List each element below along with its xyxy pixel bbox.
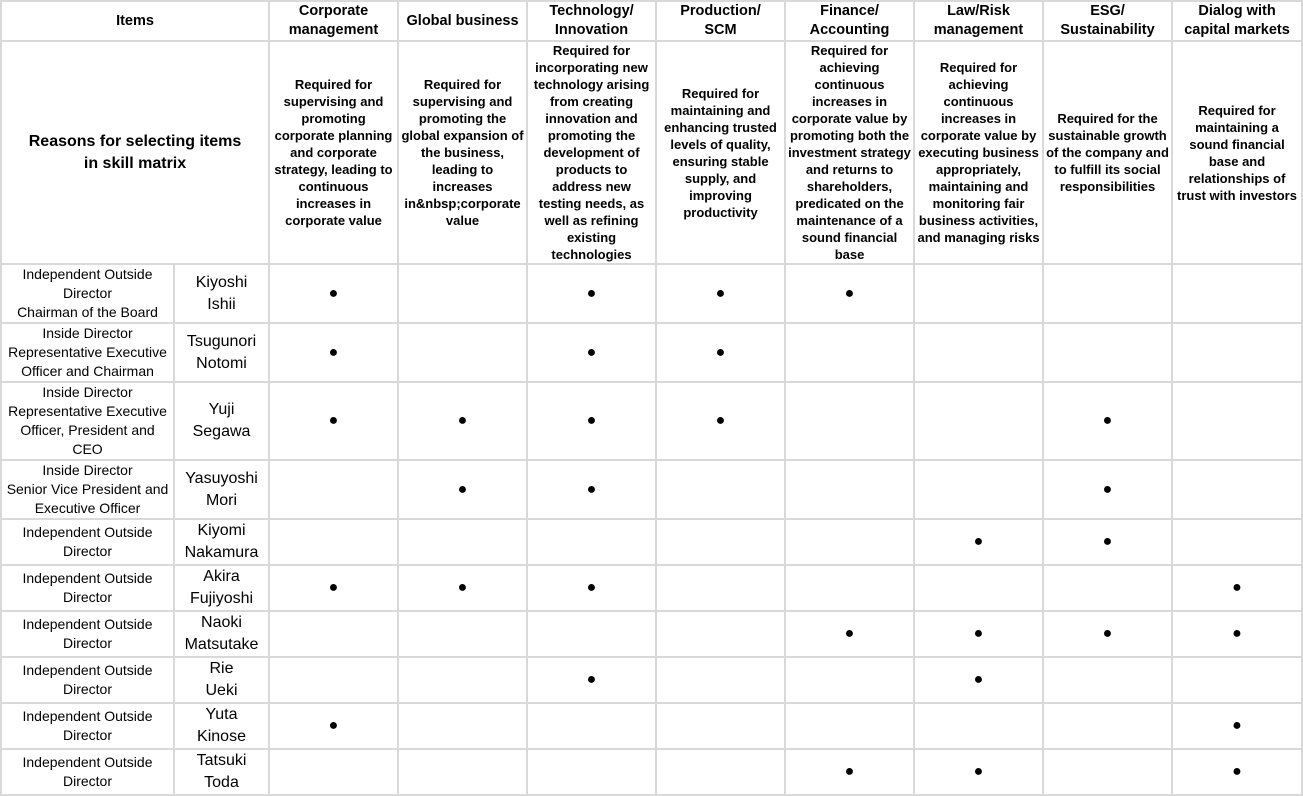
skill-reason-0: Required for supervising and promoting corporate planning and corporate strategy, leading to continuous increases in corporate value bbox=[269, 41, 398, 264]
director-position bbox=[1, 264, 174, 323]
director-name-line: Segawa bbox=[192, 423, 251, 440]
skill-cell bbox=[656, 460, 785, 519]
skill-cell bbox=[785, 460, 914, 519]
skill-reason-7: Required for maintaining a sound financial base and relationships of trust with investors bbox=[1172, 41, 1302, 264]
skill-mark-dot: ● bbox=[973, 671, 984, 688]
skill-mark-dot: ● bbox=[586, 343, 597, 361]
reasons-header bbox=[1, 41, 269, 264]
director-row bbox=[1, 749, 1302, 795]
director-position-line: Executive Officer bbox=[34, 500, 141, 516]
director-position bbox=[1, 657, 174, 703]
director-name bbox=[174, 382, 269, 460]
skill-reason-2: Required for incorporating new technology arising from creating innovation and promoting the development of products to address new testing needs, as well as refining existing technologies bbox=[527, 41, 656, 264]
skill-cell bbox=[914, 382, 1043, 460]
skill-cell bbox=[398, 382, 527, 460]
skill-cell bbox=[914, 657, 1043, 703]
skill-cell bbox=[269, 703, 398, 749]
director-position bbox=[1, 519, 174, 565]
skill-cell bbox=[785, 611, 914, 657]
skill-cell bbox=[656, 323, 785, 382]
skill-cell bbox=[527, 460, 656, 519]
skill-cell bbox=[1172, 382, 1302, 460]
skill-cell bbox=[398, 657, 527, 703]
skill-cell bbox=[527, 323, 656, 382]
director-position-line: Independent Outside bbox=[22, 524, 153, 540]
skill-cell bbox=[527, 749, 656, 795]
reasons-header-line1: Reasons for selecting items bbox=[28, 132, 242, 150]
skill-mark-dot: ● bbox=[973, 625, 984, 642]
skill-name-line1: Dialog with bbox=[1198, 3, 1276, 19]
director-name-line: Ueki bbox=[205, 682, 238, 699]
director-position bbox=[1, 460, 174, 519]
director-position-line: Independent Outside bbox=[22, 266, 153, 282]
skill-name-line2: capital markets bbox=[1184, 22, 1290, 38]
skill-cell bbox=[1172, 519, 1302, 565]
skill-reason-5: Required for achieving continuous increases in corporate value by executing business appropriately, maintaining and monitoring fair business activities, and managing risks bbox=[914, 41, 1043, 264]
director-name-line: Toda bbox=[204, 774, 239, 791]
skill-name-line2: Sustainability bbox=[1060, 22, 1155, 38]
director-name-line: Notomi bbox=[196, 354, 247, 372]
director-name-line: Yasuyoshi bbox=[185, 469, 258, 487]
skill-cell bbox=[1172, 323, 1302, 382]
director-position-line: Director bbox=[62, 773, 112, 789]
skill-cell bbox=[1043, 519, 1172, 565]
director-position-line: Officer, President and bbox=[20, 422, 155, 438]
skill-mark-dot: ● bbox=[586, 579, 597, 596]
items-header: Items bbox=[1, 1, 269, 41]
skill-mark-dot: ● bbox=[844, 625, 855, 642]
director-name bbox=[174, 460, 269, 519]
director-position-line: Representative Executive bbox=[8, 403, 167, 419]
director-position-line: Independent Outside bbox=[22, 662, 153, 678]
director-name bbox=[174, 519, 269, 565]
skill-name-line1: Production/ bbox=[680, 3, 761, 19]
skill-name-line1: Global business bbox=[406, 12, 519, 29]
director-name-line: Mori bbox=[205, 491, 238, 509]
skill-header-7 bbox=[1172, 1, 1302, 41]
director-name-line: Tsugunori bbox=[186, 332, 257, 350]
skill-cell bbox=[269, 323, 398, 382]
skill-cell bbox=[656, 703, 785, 749]
skill-cell bbox=[269, 382, 398, 460]
director-name-line: Kinose bbox=[197, 728, 246, 745]
skill-cell bbox=[1043, 565, 1172, 611]
skill-header-5 bbox=[914, 1, 1043, 41]
director-position-line: Officer and Chairman bbox=[21, 363, 154, 379]
skill-cell bbox=[527, 382, 656, 460]
skill-mark-dot: ● bbox=[586, 480, 597, 498]
skill-mark-dot: ● bbox=[1102, 480, 1113, 498]
skill-cell bbox=[914, 703, 1043, 749]
skill-cell bbox=[1043, 382, 1172, 460]
skill-mark-dot: ● bbox=[973, 533, 984, 550]
director-position bbox=[1, 382, 174, 460]
skill-cell bbox=[785, 749, 914, 795]
skill-cell bbox=[656, 749, 785, 795]
skill-name-line1: ESG/ bbox=[1090, 3, 1125, 19]
skill-name-line2: management bbox=[288, 22, 379, 38]
director-position-line: Independent Outside bbox=[22, 616, 153, 632]
director-position-line: Chairman of the Board bbox=[17, 304, 158, 320]
skill-cell bbox=[1043, 264, 1172, 323]
skill-name-line1: Corporate bbox=[298, 3, 369, 19]
skill-cell bbox=[269, 264, 398, 323]
skill-mark-dot: ● bbox=[1102, 625, 1113, 642]
director-position-line: Inside Director bbox=[42, 384, 133, 400]
skill-reason-6: Required for the sustainable growth of the company and to fulfill its social responsibilities bbox=[1043, 41, 1172, 264]
director-position bbox=[1, 323, 174, 382]
skill-header-1 bbox=[398, 1, 527, 41]
skill-cell bbox=[1172, 749, 1302, 795]
director-name-line: Akira bbox=[203, 568, 240, 585]
skill-cell bbox=[269, 657, 398, 703]
director-position bbox=[1, 611, 174, 657]
skill-reason-1: Required for supervising and promoting the global expansion of the business, leading to increases in&nbsp;corporate value bbox=[398, 41, 527, 264]
skill-cell bbox=[1172, 703, 1302, 749]
director-name-line: Kiyomi bbox=[197, 522, 246, 539]
skill-mark-dot: ● bbox=[1232, 717, 1242, 734]
skill-cell bbox=[1043, 611, 1172, 657]
director-name bbox=[174, 657, 269, 703]
skill-cell bbox=[269, 519, 398, 565]
skill-mark-dot: ● bbox=[973, 763, 984, 780]
skill-mark-dot: ● bbox=[844, 763, 855, 780]
skill-header-6 bbox=[1043, 1, 1172, 41]
skill-cell bbox=[914, 611, 1043, 657]
skill-cell bbox=[1043, 323, 1172, 382]
director-position-line: Director bbox=[62, 285, 112, 301]
director-row bbox=[1, 460, 1302, 519]
director-position-line: Senior Vice President and bbox=[6, 481, 169, 497]
director-row bbox=[1, 657, 1302, 703]
director-position-line: Representative Executive bbox=[8, 344, 167, 360]
skill-cell bbox=[1043, 657, 1172, 703]
skill-mark-dot: ● bbox=[1232, 763, 1242, 780]
skill-header-2 bbox=[527, 1, 656, 41]
skill-reason-3: Required for maintaining and enhancing trusted levels of quality, ensuring stable supply, and improving productivity bbox=[656, 41, 785, 264]
director-row bbox=[1, 703, 1302, 749]
skill-mark-dot: ● bbox=[328, 284, 339, 302]
skill-mark-dot: ● bbox=[715, 284, 726, 302]
skill-cell bbox=[398, 611, 527, 657]
skill-header-row bbox=[1, 1, 1302, 41]
director-position-line: Director bbox=[62, 681, 112, 697]
skill-name-line1: Finance/ bbox=[820, 3, 879, 19]
skill-cell bbox=[914, 264, 1043, 323]
skill-cell bbox=[527, 657, 656, 703]
skill-cell bbox=[527, 519, 656, 565]
skill-mark-dot: ● bbox=[586, 284, 597, 302]
skill-cell bbox=[269, 460, 398, 519]
director-row bbox=[1, 519, 1302, 565]
skill-mark-dot: ● bbox=[1232, 625, 1242, 642]
skill-cell bbox=[1172, 657, 1302, 703]
skill-cell bbox=[398, 519, 527, 565]
director-name bbox=[174, 264, 269, 323]
skill-mark-dot: ● bbox=[586, 412, 597, 429]
skill-mark-dot: ● bbox=[586, 671, 597, 688]
director-position bbox=[1, 749, 174, 795]
skill-mark-dot: ● bbox=[715, 412, 726, 429]
director-row bbox=[1, 323, 1302, 382]
director-position-line: Inside Director bbox=[42, 325, 133, 341]
skill-cell bbox=[656, 264, 785, 323]
skill-cell bbox=[1172, 565, 1302, 611]
skill-cell bbox=[914, 565, 1043, 611]
skill-mark-dot: ● bbox=[1102, 412, 1113, 429]
director-position-line: Independent Outside bbox=[22, 754, 153, 770]
skill-cell bbox=[785, 323, 914, 382]
director-position-line: Director bbox=[62, 589, 112, 605]
skill-cell bbox=[785, 264, 914, 323]
skill-cell bbox=[785, 657, 914, 703]
skill-mark-dot: ● bbox=[328, 579, 339, 596]
skill-mark-dot: ● bbox=[328, 717, 339, 734]
director-name bbox=[174, 749, 269, 795]
skill-cell bbox=[398, 460, 527, 519]
director-name-line: Kiyoshi bbox=[195, 273, 248, 291]
director-name-line: Matsutake bbox=[184, 636, 259, 653]
skill-cell bbox=[914, 519, 1043, 565]
skill-cell bbox=[527, 611, 656, 657]
skill-name-line1: Technology/ bbox=[549, 3, 634, 19]
director-name bbox=[174, 611, 269, 657]
skill-mark-dot: ● bbox=[457, 412, 468, 429]
skill-cell bbox=[398, 749, 527, 795]
director-name-line: Ishii bbox=[207, 295, 236, 313]
director-rows bbox=[1, 264, 1302, 795]
skill-cell bbox=[269, 611, 398, 657]
director-position-line: Director bbox=[62, 543, 112, 559]
skill-cell bbox=[785, 519, 914, 565]
reasons-header-line2: in skill matrix bbox=[83, 154, 187, 172]
skill-mark-dot: ● bbox=[1102, 533, 1113, 550]
skill-cell bbox=[269, 749, 398, 795]
director-position bbox=[1, 565, 174, 611]
director-name bbox=[174, 703, 269, 749]
skill-cell bbox=[785, 565, 914, 611]
skill-cell bbox=[527, 264, 656, 323]
director-position-line: Inside Director bbox=[42, 462, 133, 478]
director-name bbox=[174, 323, 269, 382]
skill-name-line2: Accounting bbox=[809, 22, 890, 38]
skill-cell bbox=[269, 565, 398, 611]
skill-header-3 bbox=[656, 1, 785, 41]
skill-cell bbox=[1172, 264, 1302, 323]
skill-mark-dot: ● bbox=[457, 480, 468, 498]
skill-header-0 bbox=[269, 1, 398, 41]
director-position-line: CEO bbox=[72, 441, 103, 457]
skill-cell bbox=[656, 382, 785, 460]
skill-cell bbox=[656, 565, 785, 611]
skill-name-line2: management bbox=[933, 22, 1024, 38]
director-position bbox=[1, 703, 174, 749]
skill-cell bbox=[527, 703, 656, 749]
skill-cell bbox=[398, 264, 527, 323]
director-position-line: Director bbox=[62, 727, 112, 743]
reason-row bbox=[1, 41, 1302, 264]
skill-cell bbox=[398, 703, 527, 749]
skill-cell bbox=[1172, 460, 1302, 519]
director-row bbox=[1, 611, 1302, 657]
director-position-line: Director bbox=[62, 635, 112, 651]
director-position-line: Independent Outside bbox=[22, 570, 153, 586]
skill-cell bbox=[656, 657, 785, 703]
skill-cell bbox=[914, 323, 1043, 382]
director-name-line: Yuji bbox=[208, 401, 235, 418]
director-row bbox=[1, 264, 1302, 323]
skill-mark-dot: ● bbox=[328, 412, 339, 429]
skill-reason-4: Required for achieving continuous increases in corporate value by promoting both the investment strategy and returns to shareholders, predicated on the maintenance of a sound financial base bbox=[785, 41, 914, 264]
skill-mark-dot: ● bbox=[328, 343, 339, 361]
skill-header-4 bbox=[785, 1, 914, 41]
director-name-line: Yuta bbox=[205, 706, 238, 723]
director-position-line: Independent Outside bbox=[22, 708, 153, 724]
director-name bbox=[174, 565, 269, 611]
skill-name-line1: Law/Risk bbox=[947, 3, 1010, 19]
skill-mark-dot: ● bbox=[844, 284, 855, 302]
skill-cell bbox=[914, 460, 1043, 519]
skill-cell bbox=[1172, 611, 1302, 657]
skill-cell bbox=[398, 565, 527, 611]
skill-cell bbox=[398, 323, 527, 382]
skill-name-line2: Innovation bbox=[554, 22, 629, 38]
skill-cell bbox=[1043, 749, 1172, 795]
director-row bbox=[1, 565, 1302, 611]
director-row bbox=[1, 382, 1302, 460]
director-name-line: Naoki bbox=[201, 614, 242, 631]
skill-cell bbox=[656, 611, 785, 657]
director-name-line: Nakamura bbox=[184, 544, 259, 561]
skill-mark-dot: ● bbox=[1232, 579, 1242, 596]
skill-name-line2: SCM bbox=[704, 22, 737, 38]
director-name-line: Tatsuki bbox=[196, 752, 247, 769]
skill-cell bbox=[914, 749, 1043, 795]
skill-cell bbox=[785, 382, 914, 460]
skill-cell bbox=[1043, 460, 1172, 519]
director-name-line: Fujiyoshi bbox=[189, 590, 254, 607]
skill-cell bbox=[656, 519, 785, 565]
skill-mark-dot: ● bbox=[457, 579, 468, 596]
skill-cell bbox=[527, 565, 656, 611]
skill-mark-dot: ● bbox=[715, 343, 726, 361]
skill-cell bbox=[1043, 703, 1172, 749]
skill-cell bbox=[785, 703, 914, 749]
director-name-line: Rie bbox=[209, 660, 234, 677]
